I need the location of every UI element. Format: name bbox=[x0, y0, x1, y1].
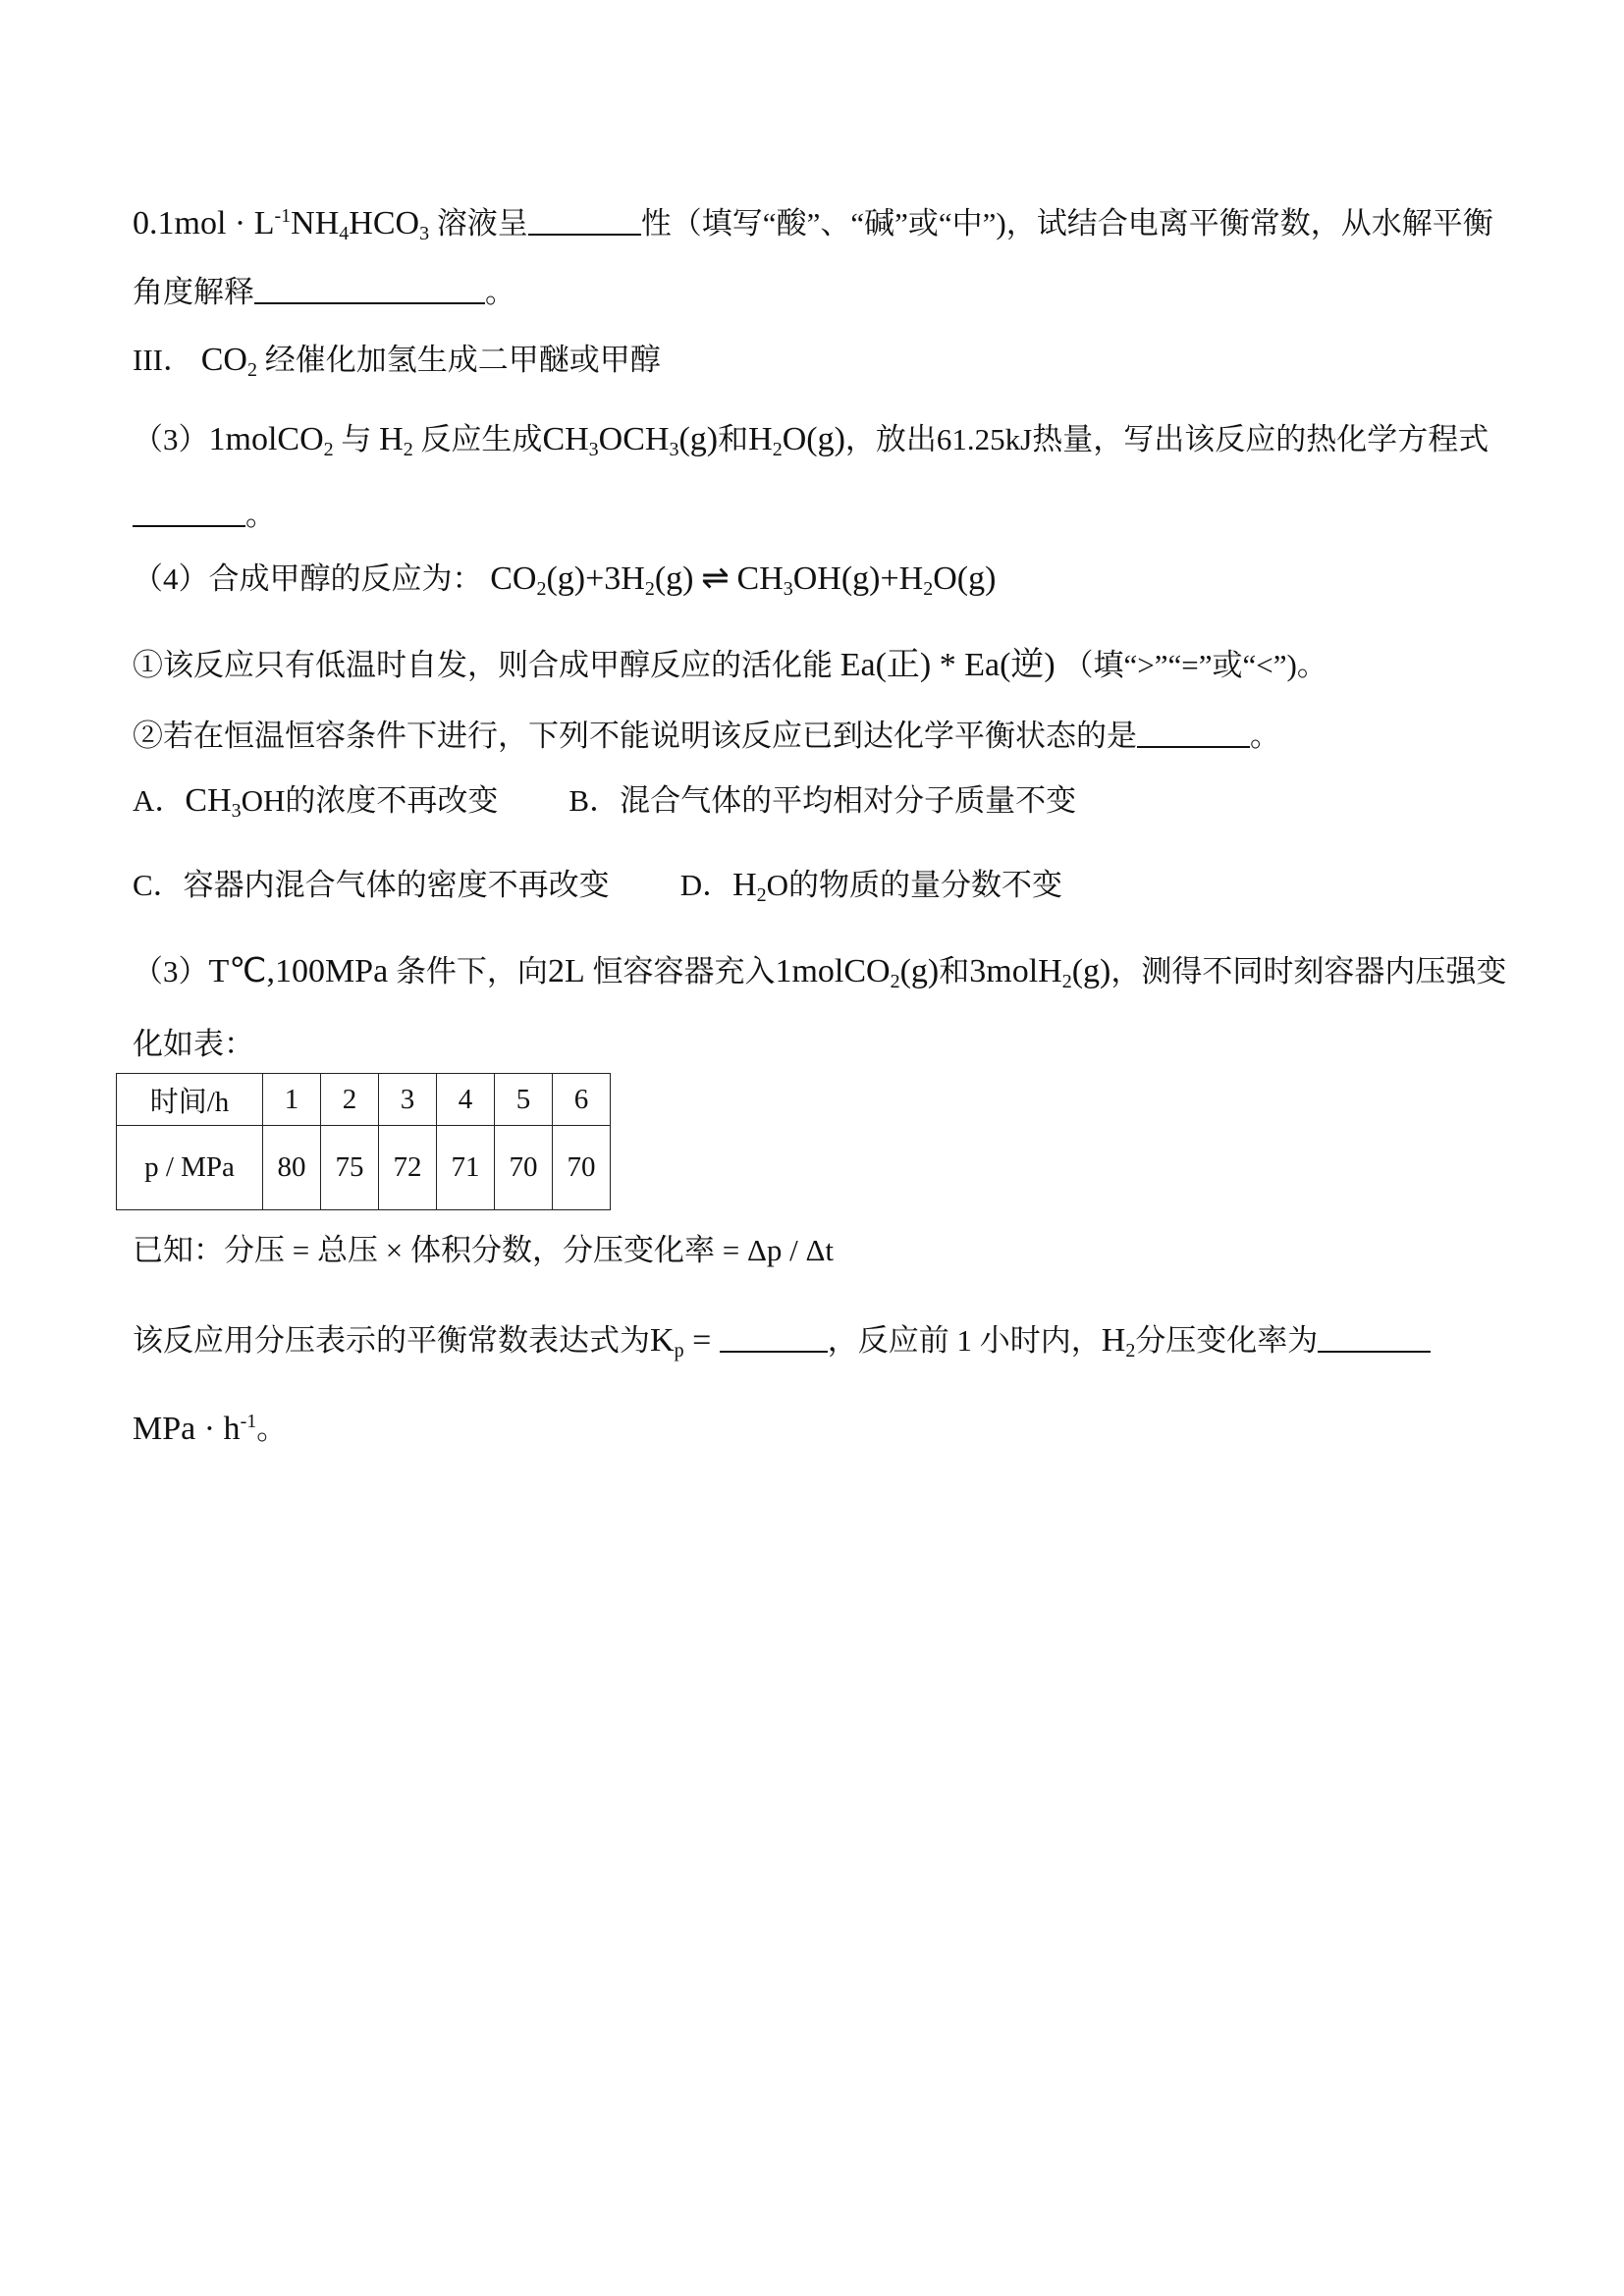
answer-blank[interactable] bbox=[528, 204, 641, 236]
question-line-explain: 角度解释 。 bbox=[133, 275, 515, 309]
answer-blank[interactable] bbox=[133, 496, 245, 527]
table-cell: 80 bbox=[263, 1126, 321, 1210]
answer-blank[interactable] bbox=[720, 1321, 828, 1353]
table-cell: 75 bbox=[321, 1126, 379, 1210]
table-cell: 1 bbox=[263, 1074, 321, 1126]
option-d[interactable]: D．$H_2O$的物质的量分数不变 bbox=[679, 867, 1063, 906]
question-3-thermochemical: （3）1molCO$_2$ 与 $H_2$ 反应生成$CH_3OCH_3(g)$和$H_2O(g)$，放出61.25kJ热量，写出该反应的热化学方程式 bbox=[133, 421, 1489, 460]
question-3-blank-line: 。 bbox=[133, 496, 1507, 535]
table-cell: 5 bbox=[495, 1074, 553, 1126]
table-cell: 3 bbox=[379, 1074, 437, 1126]
table-cell: 2 bbox=[321, 1074, 379, 1126]
table-cell: 72 bbox=[379, 1126, 437, 1210]
table-cell: 71 bbox=[437, 1126, 495, 1210]
answer-blank[interactable] bbox=[1137, 717, 1250, 748]
table-row bbox=[117, 1074, 611, 1126]
question-3b-cont: 化如表： bbox=[133, 1027, 254, 1061]
option-a[interactable]: A．$CH_3OH$的浓度不再改变 bbox=[133, 782, 499, 822]
question-4-reaction: （4）合成甲醇的反应为： $CO_2(g)+3H_2(g)$ ⇌ $CH_3OH(g)+H_2O(g)$ bbox=[133, 561, 997, 600]
table-header-time: 时间/h bbox=[117, 1074, 263, 1126]
answer-blank[interactable] bbox=[254, 273, 485, 304]
equilibrium-arrow-icon: ⇌ bbox=[701, 561, 730, 597]
section-heading-iii: III． $CO_2$ 经催化加氢生成二甲醚或甲醇 bbox=[133, 342, 661, 381]
question-4-1: ①该反应只有低温时自发，则合成甲醇反应的活化能 Ea(正) * Ea(逆) （填“>”“=”或“<”)。 bbox=[133, 647, 1327, 683]
question-kp: 该反应用分压表示的平衡常数表达式为$K_p$ = ，反应前 1 小时内，$H_2$分压变化率为 bbox=[133, 1321, 1507, 1361]
option-c[interactable]: C．容器内混合气体的密度不再改变 bbox=[133, 868, 610, 902]
options-row-cd bbox=[133, 866, 1507, 905]
unit-line: MPa · $h^{-1}$。 bbox=[133, 1411, 288, 1447]
answer-blank[interactable] bbox=[1318, 1321, 1431, 1353]
question-line-nh4hco3: $0.1mol \cdot L^{-1}NH_4HCO_3$ 溶液呈 性（填写“酸”、“碱”或“中”)，试结合电离平衡常数，从水解平衡 bbox=[133, 205, 1493, 244]
question-3b: （3）T℃,100MPa 条件下，向2L 恒容容器充入1molCO$_2$(g)和3molH$_2$(g)，测得不同时刻容器内压强变 bbox=[133, 953, 1507, 992]
table-cell: 4 bbox=[437, 1074, 495, 1126]
option-b[interactable]: B．混合气体的平均相对分子质量不变 bbox=[568, 783, 1077, 818]
known-note: 已知：分压 = 总压 × 体积分数，分压变化率 = Δp / Δt bbox=[133, 1233, 835, 1267]
table-header-pressure: p / MPa bbox=[117, 1126, 263, 1210]
table-cell: 70 bbox=[495, 1126, 553, 1210]
question-4-2: ②若在恒温恒容条件下进行，下列不能说明该反应已到达化学平衡状态的是 。 bbox=[133, 719, 1280, 753]
table-cell: 6 bbox=[553, 1074, 611, 1126]
options-row-ab bbox=[133, 781, 1507, 821]
pressure-table bbox=[116, 1073, 611, 1210]
table-cell: 70 bbox=[553, 1126, 611, 1210]
table-row bbox=[117, 1126, 611, 1210]
